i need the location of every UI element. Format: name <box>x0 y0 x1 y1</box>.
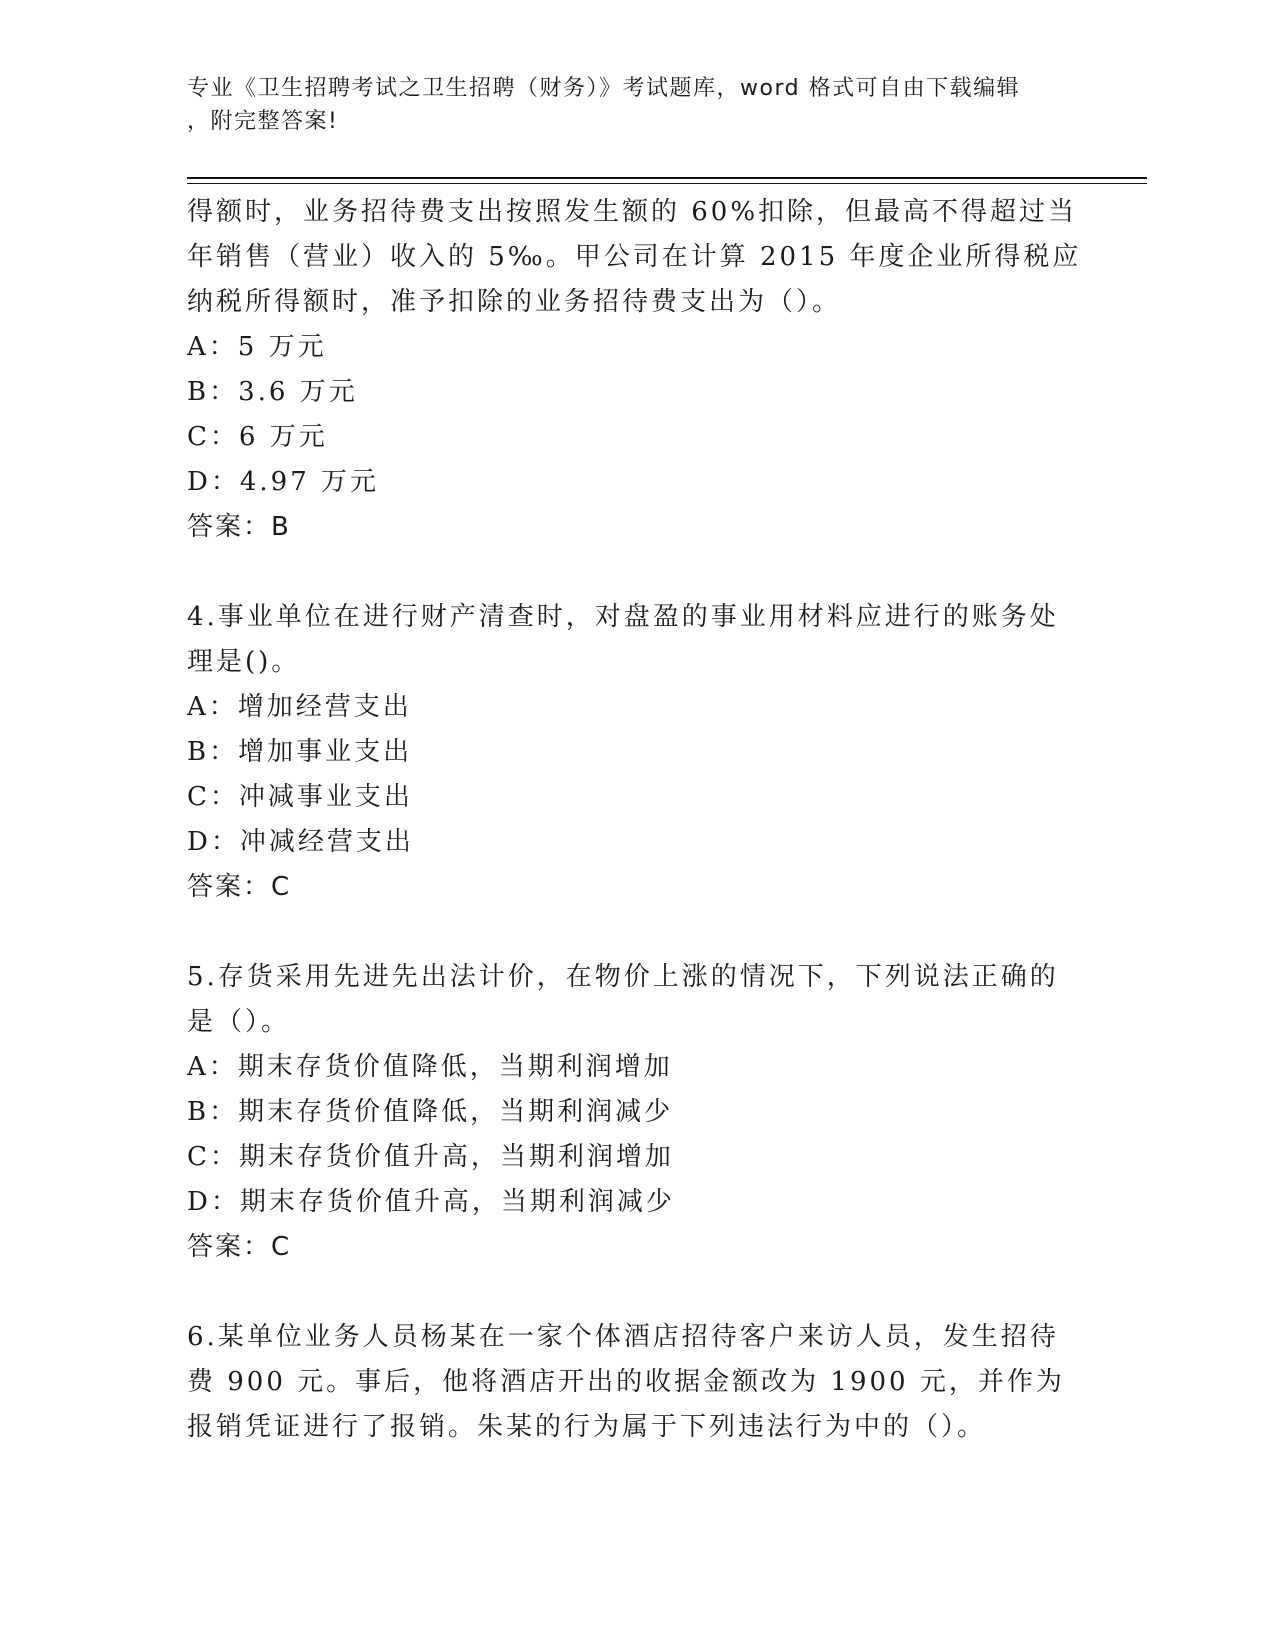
question-3 <box>187 190 1087 550</box>
spacer <box>187 1270 1087 1315</box>
option-c: C：冲减事业支出 <box>187 782 413 812</box>
option-a: A：期末存货价值降低，当期利润增加 <box>187 1052 673 1082</box>
answer: 答案：C <box>187 1232 292 1262</box>
option-d: D：期末存货价值升高，当期利润减少 <box>187 1187 675 1217</box>
option-d: D：冲减经营支出 <box>187 827 414 857</box>
header-divider-thick <box>187 177 1147 179</box>
option-b: B：期末存货价值降低，当期利润减少 <box>187 1097 674 1127</box>
question-6 <box>187 1315 1087 1450</box>
option-b: B：增加事业支出 <box>187 737 413 767</box>
option-b: B：3.6 万元 <box>187 377 358 407</box>
header-line-2: ，附完整答案! <box>187 109 339 134</box>
spacer <box>187 550 1087 595</box>
answer: 答案：B <box>187 512 291 542</box>
option-c: C：6 万元 <box>187 422 328 452</box>
option-c: C：期末存货价值升高，当期利润增加 <box>187 1142 674 1172</box>
question-text: 5.存货采用先进先出法计价，在物价上涨的情况下，下列说法正确的是（）。 <box>187 962 1059 1037</box>
question-text: 4.事业单位在进行财产清查时，对盘盈的事业用材料应进行的账务处理是()。 <box>187 602 1059 677</box>
question-text: 得额时，业务招待费支出按照发生额的 60%扣除，但最高不得超过当年销售（营业）收入的 5‰。甲公司在计算 2015 年度企业所得税应纳税所得额时，准予扣除的业务招待费支出为（）。 <box>187 197 1082 317</box>
header-divider-thin <box>187 183 1147 184</box>
spacer <box>187 910 1087 955</box>
answer: 答案：C <box>187 872 292 902</box>
question-5 <box>187 955 1087 1270</box>
header-line-1: 专业《卫生招聘考试之卫生招聘（财务）》考试题库，word 格式可自由下载编辑 <box>187 76 1021 101</box>
option-a: A：增加经营支出 <box>187 692 412 722</box>
question-text: 6.某单位业务人员杨某在一家个体酒店招待客户来访人员，发生招待费 900 元。事后，他将酒店开出的收据金额改为 1900 元，并作为报销凭证进行了报销。朱某的行为属于下列违法行为中的（）。 <box>187 1322 1065 1442</box>
question-4 <box>187 595 1087 910</box>
document-header <box>187 72 1087 138</box>
option-d: D：4.97 万元 <box>187 467 380 497</box>
question-list <box>187 190 1087 1450</box>
option-a: A：5 万元 <box>187 332 327 362</box>
